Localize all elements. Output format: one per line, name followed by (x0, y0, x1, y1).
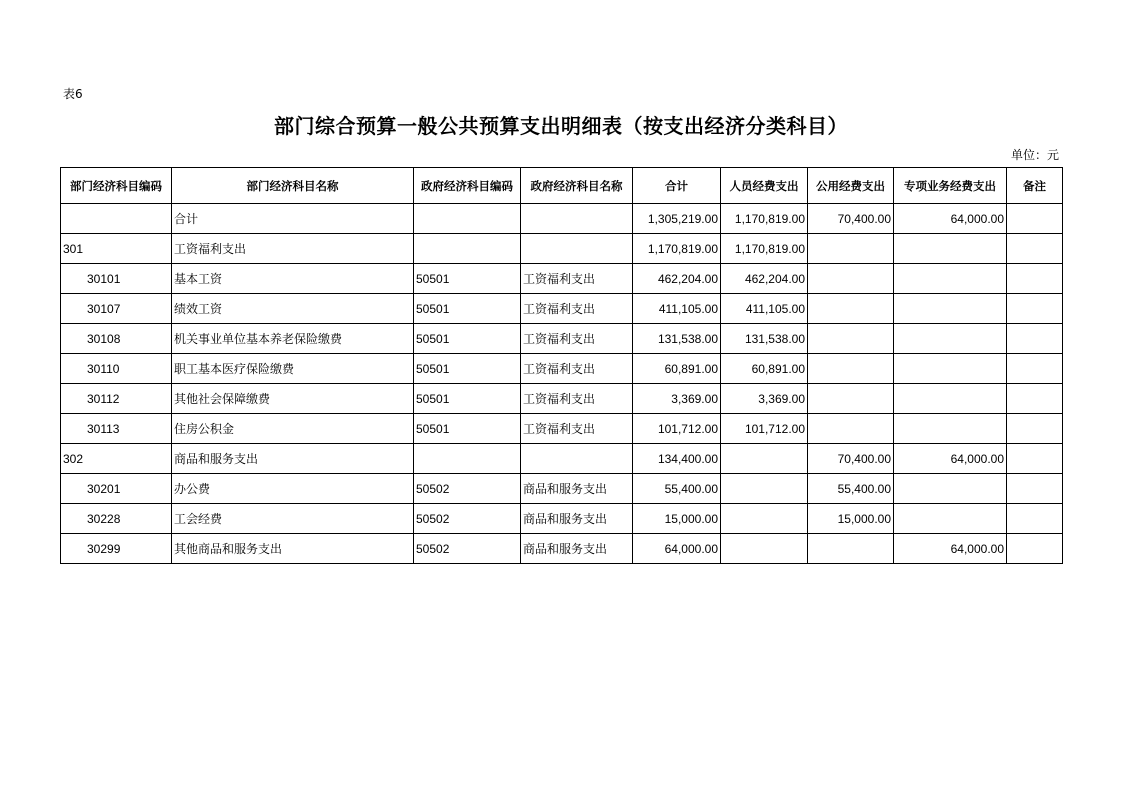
cell-dept-name: 住房公积金 (172, 414, 414, 444)
cell-personnel: 1,170,819.00 (721, 234, 808, 264)
cell-public (808, 264, 894, 294)
cell-gov-code: 50501 (414, 354, 521, 384)
cell-dept-name: 工会经费 (172, 504, 414, 534)
cell-gov-name: 商品和服务支出 (521, 474, 633, 504)
cell-special: 64,000.00 (894, 534, 1007, 564)
cell-remarks (1007, 504, 1063, 534)
cell-special (894, 384, 1007, 414)
cell-public: 70,400.00 (808, 204, 894, 234)
table-number: 表6 (63, 87, 83, 101)
header-dept-name: 部门经济科目名称 (172, 168, 414, 204)
cell-personnel (721, 474, 808, 504)
cell-total: 134,400.00 (633, 444, 721, 474)
cell-dept-name: 其他商品和服务支出 (172, 534, 414, 564)
table-row (61, 264, 1063, 294)
cell-dept-code: 30299 (61, 534, 172, 564)
cell-public (808, 414, 894, 444)
cell-remarks (1007, 354, 1063, 384)
cell-personnel: 131,538.00 (721, 324, 808, 354)
cell-dept-code: 30108 (61, 324, 172, 354)
cell-total: 3,369.00 (633, 384, 721, 414)
cell-dept-code: 30228 (61, 504, 172, 534)
cell-total: 1,170,819.00 (633, 234, 721, 264)
cell-special (894, 264, 1007, 294)
cell-public (808, 234, 894, 264)
cell-gov-name (521, 444, 633, 474)
cell-public (808, 294, 894, 324)
cell-public: 70,400.00 (808, 444, 894, 474)
cell-gov-code: 50502 (414, 504, 521, 534)
cell-special: 64,000.00 (894, 444, 1007, 474)
cell-gov-code: 50501 (414, 324, 521, 354)
cell-gov-code: 50501 (414, 384, 521, 414)
table-row (61, 474, 1063, 504)
cell-public (808, 384, 894, 414)
cell-gov-code: 50501 (414, 294, 521, 324)
cell-dept-code: 301 (61, 234, 172, 264)
cell-gov-name: 工资福利支出 (521, 324, 633, 354)
header-row (61, 168, 1063, 204)
cell-gov-name: 商品和服务支出 (521, 534, 633, 564)
cell-personnel (721, 504, 808, 534)
cell-total: 55,400.00 (633, 474, 721, 504)
cell-dept-name: 绩效工资 (172, 294, 414, 324)
cell-dept-code: 30110 (61, 354, 172, 384)
header-gov-code: 政府经济科目编码 (414, 168, 521, 204)
cell-total: 1,305,219.00 (633, 204, 721, 234)
cell-total: 15,000.00 (633, 504, 721, 534)
cell-dept-code: 302 (61, 444, 172, 474)
cell-total: 64,000.00 (633, 534, 721, 564)
cell-personnel: 462,204.00 (721, 264, 808, 294)
cell-dept-code: 30107 (61, 294, 172, 324)
table-row (61, 444, 1063, 474)
cell-special (894, 474, 1007, 504)
cell-gov-name: 商品和服务支出 (521, 504, 633, 534)
cell-dept-name: 机关事业单位基本养老保险缴费 (172, 324, 414, 354)
cell-personnel: 60,891.00 (721, 354, 808, 384)
cell-dept-name: 其他社会保障缴费 (172, 384, 414, 414)
cell-total: 101,712.00 (633, 414, 721, 444)
cell-special (894, 294, 1007, 324)
unit-label: 单位：元 (1010, 148, 1059, 162)
cell-remarks (1007, 264, 1063, 294)
table-row (61, 354, 1063, 384)
table-row (61, 234, 1063, 264)
cell-total: 462,204.00 (633, 264, 721, 294)
cell-personnel (721, 444, 808, 474)
cell-special (894, 504, 1007, 534)
table-row (61, 534, 1063, 564)
cell-special (894, 324, 1007, 354)
cell-public (808, 354, 894, 384)
cell-total: 411,105.00 (633, 294, 721, 324)
cell-remarks (1007, 474, 1063, 504)
page-title: 部门综合预算一般公共预算支出明细表（按支出经济分类科目） (274, 114, 848, 138)
cell-special (894, 234, 1007, 264)
cell-public (808, 324, 894, 354)
cell-gov-name: 工资福利支出 (521, 414, 633, 444)
cell-gov-code: 50501 (414, 414, 521, 444)
cell-public (808, 534, 894, 564)
cell-special (894, 414, 1007, 444)
cell-gov-code (414, 234, 521, 264)
table-row (61, 384, 1063, 414)
cell-gov-code (414, 444, 521, 474)
cell-gov-name (521, 234, 633, 264)
cell-personnel (721, 534, 808, 564)
header-total: 合计 (633, 168, 721, 204)
header-remarks: 备注 (1007, 168, 1063, 204)
cell-personnel: 411,105.00 (721, 294, 808, 324)
cell-dept-code: 30113 (61, 414, 172, 444)
cell-gov-code (414, 204, 521, 234)
cell-gov-name: 工资福利支出 (521, 264, 633, 294)
cell-special: 64,000.00 (894, 204, 1007, 234)
cell-gov-code: 50502 (414, 474, 521, 504)
header-special: 专项业务经费支出 (894, 168, 1007, 204)
cell-remarks (1007, 414, 1063, 444)
cell-total: 60,891.00 (633, 354, 721, 384)
header-dept-code: 部门经济科目编码 (61, 168, 172, 204)
cell-dept-name: 商品和服务支出 (172, 444, 414, 474)
cell-gov-code: 50502 (414, 534, 521, 564)
cell-public: 55,400.00 (808, 474, 894, 504)
cell-dept-code: 30101 (61, 264, 172, 294)
cell-remarks (1007, 204, 1063, 234)
cell-dept-code (61, 204, 172, 234)
cell-dept-name: 工资福利支出 (172, 234, 414, 264)
table-row (61, 504, 1063, 534)
cell-personnel: 3,369.00 (721, 384, 808, 414)
table-row (61, 324, 1063, 354)
header-gov-name: 政府经济科目名称 (521, 168, 633, 204)
cell-remarks (1007, 234, 1063, 264)
cell-dept-code: 30201 (61, 474, 172, 504)
cell-dept-name: 合计 (172, 204, 414, 234)
header-public: 公用经费支出 (808, 168, 894, 204)
budget-table (60, 167, 1063, 564)
cell-gov-code: 50501 (414, 264, 521, 294)
cell-remarks (1007, 444, 1063, 474)
cell-dept-name: 办公费 (172, 474, 414, 504)
table-row (61, 204, 1063, 234)
cell-remarks (1007, 294, 1063, 324)
cell-remarks (1007, 534, 1063, 564)
cell-total: 131,538.00 (633, 324, 721, 354)
table-row (61, 294, 1063, 324)
cell-gov-name: 工资福利支出 (521, 384, 633, 414)
cell-personnel: 101,712.00 (721, 414, 808, 444)
cell-remarks (1007, 384, 1063, 414)
cell-personnel: 1,170,819.00 (721, 204, 808, 234)
cell-remarks (1007, 324, 1063, 354)
cell-dept-name: 职工基本医疗保险缴费 (172, 354, 414, 384)
cell-dept-name: 基本工资 (172, 264, 414, 294)
cell-dept-code: 30112 (61, 384, 172, 414)
cell-special (894, 354, 1007, 384)
table-row (61, 414, 1063, 444)
cell-public: 15,000.00 (808, 504, 894, 534)
header-personnel: 人员经费支出 (721, 168, 808, 204)
cell-gov-name (521, 204, 633, 234)
cell-gov-name: 工资福利支出 (521, 354, 633, 384)
cell-gov-name: 工资福利支出 (521, 294, 633, 324)
